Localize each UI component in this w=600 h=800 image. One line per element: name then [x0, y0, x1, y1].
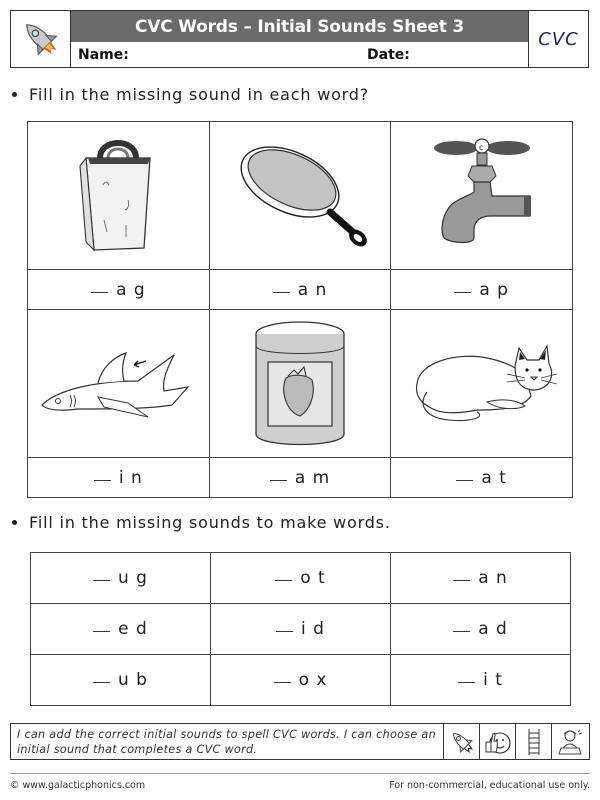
- word-ending: i t: [483, 670, 503, 690]
- self-assessment-box: [10, 723, 590, 760]
- cat-icon: [407, 332, 557, 432]
- name-date-row: [71, 42, 528, 67]
- word-cell[interactable]: [28, 270, 210, 310]
- worksheet-header: [10, 10, 589, 68]
- usage-notice: For non-commercial, educational use only.: [389, 780, 590, 791]
- bullet-icon: [12, 520, 17, 525]
- word-ending: u b: [118, 670, 148, 690]
- assess-option-teacher[interactable]: [551, 724, 589, 759]
- assess-option-thumbs-up[interactable]: [479, 724, 515, 759]
- blank-line[interactable]: [93, 580, 110, 581]
- blank-line[interactable]: [276, 631, 293, 632]
- word-cell[interactable]: [209, 270, 391, 310]
- shark-fin-icon: [38, 337, 198, 427]
- tap-icon: [422, 134, 542, 254]
- section2-instruction-text: Fill in the missing sounds to make words.: [29, 513, 391, 532]
- word-ending: i d: [301, 619, 325, 639]
- word-cell[interactable]: [28, 458, 210, 498]
- copyright-link[interactable]: © www.galacticphonics.com: [10, 780, 146, 791]
- word-ending: a p: [479, 279, 509, 300]
- bullet-icon: [12, 92, 17, 97]
- ladder-icon: [527, 728, 541, 756]
- word-cell[interactable]: [31, 604, 211, 655]
- picture-cell-cat: [391, 310, 573, 458]
- word-cell[interactable]: [211, 604, 391, 655]
- cvc-badge: CVC: [528, 11, 588, 67]
- word-cell[interactable]: [391, 655, 571, 706]
- blank-line[interactable]: [454, 292, 471, 293]
- picture-grid: [27, 121, 573, 498]
- svg-text:c: c: [478, 142, 484, 152]
- logo-cell: [11, 11, 71, 67]
- word-grid: [30, 552, 571, 706]
- word-ending: u g: [118, 568, 148, 588]
- word-cell[interactable]: [31, 655, 211, 706]
- word-cell[interactable]: [211, 553, 391, 604]
- word-ending: o x: [298, 670, 328, 690]
- blank-line[interactable]: [453, 580, 470, 581]
- title-cell: [71, 11, 528, 67]
- word-cell[interactable]: [211, 655, 391, 706]
- rocket-icon: [18, 16, 64, 62]
- word-cell[interactable]: [391, 458, 573, 498]
- assessment-statement: I can add the correct initial sounds to spell CVC words. I can choose an initial sound that completes a CVC word.: [17, 728, 436, 756]
- blank-line[interactable]: [458, 682, 475, 683]
- picture-cell-tap: [391, 122, 573, 270]
- word-cell[interactable]: [209, 458, 391, 498]
- bag-icon: [68, 130, 168, 258]
- blank-line[interactable]: [456, 480, 473, 481]
- word-ending: a t: [481, 467, 507, 488]
- section2-instruction: [10, 513, 391, 532]
- picture-cell-fin: [28, 310, 210, 458]
- section1-instruction: [10, 85, 369, 104]
- teacher-icon: [558, 728, 584, 756]
- jam-jar-icon: [250, 316, 350, 448]
- blank-line[interactable]: [453, 631, 470, 632]
- section1-instruction-text: Fill in the missing sound in each word?: [29, 85, 370, 104]
- word-cell[interactable]: [391, 270, 573, 310]
- footer-divider: [10, 773, 590, 774]
- word-ending: a n: [478, 568, 508, 588]
- word-cell[interactable]: [31, 553, 211, 604]
- picture-cell-pan: [209, 122, 391, 270]
- rocket-icon: [448, 728, 476, 756]
- blank-line[interactable]: [93, 631, 110, 632]
- word-ending: i n: [118, 467, 143, 488]
- picture-cell-bag: [28, 122, 210, 270]
- blank-line[interactable]: [274, 682, 291, 683]
- blank-line[interactable]: [273, 292, 290, 293]
- word-ending: a g: [116, 279, 146, 300]
- word-ending: o t: [300, 568, 326, 588]
- name-label: Name:: [78, 46, 129, 63]
- word-ending: e d: [118, 619, 148, 639]
- page-title: CVC Words – Initial Sounds Sheet 3: [71, 11, 528, 42]
- blank-line[interactable]: [91, 292, 108, 293]
- word-ending: a m: [294, 467, 331, 488]
- picture-cell-jam: [209, 310, 391, 458]
- blank-line[interactable]: [93, 682, 110, 683]
- assess-option-rocket[interactable]: [443, 724, 479, 759]
- word-cell[interactable]: [391, 604, 571, 655]
- word-ending: a n: [297, 279, 328, 300]
- blank-line[interactable]: [275, 580, 292, 581]
- blank-line[interactable]: [270, 480, 287, 481]
- blank-line[interactable]: [94, 480, 111, 481]
- date-label: Date:: [367, 46, 410, 63]
- assess-option-ladder[interactable]: [515, 724, 551, 759]
- word-ending: a d: [478, 619, 508, 639]
- word-cell[interactable]: [391, 553, 571, 604]
- frying-pan-icon: [230, 134, 370, 254]
- thumbs-up-smiley-icon: [483, 728, 513, 756]
